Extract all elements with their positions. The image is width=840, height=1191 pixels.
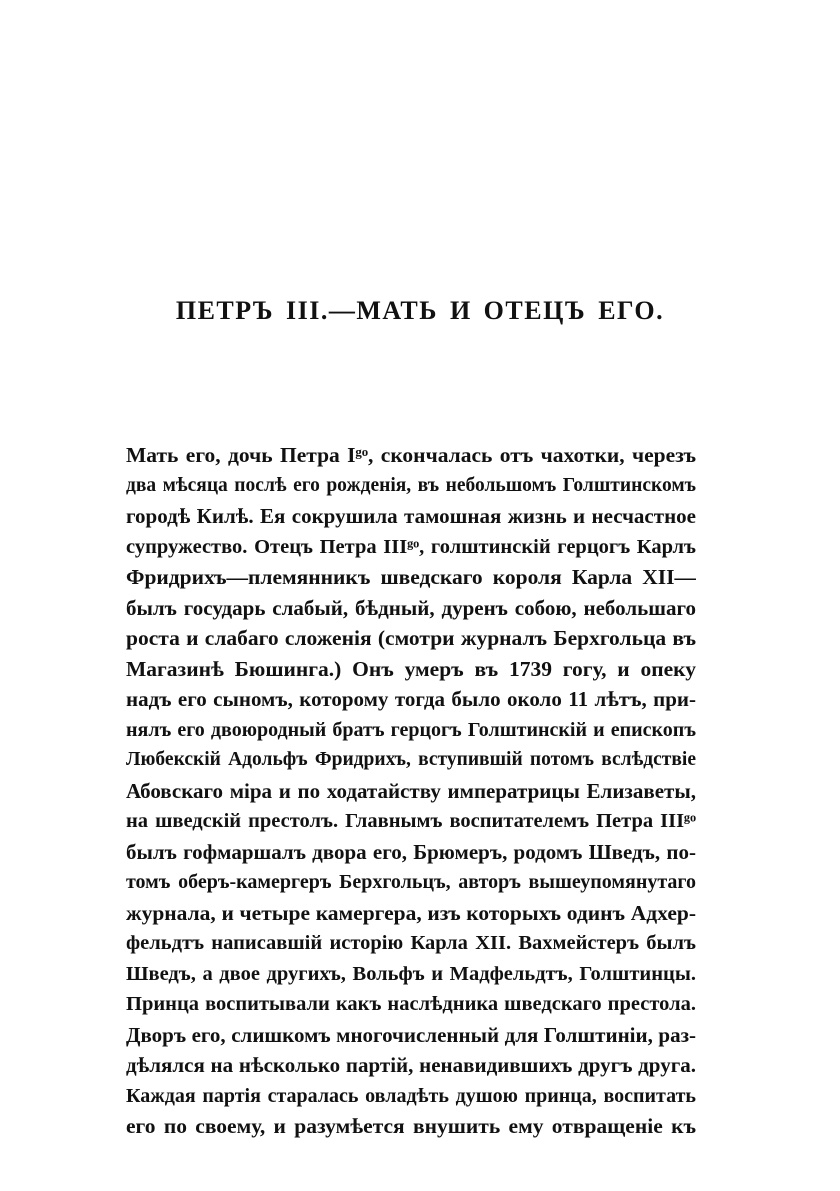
text-line: супружество. Отецъ Петра IIIᵍᵒ, голштинскій герцогъ Карлъ <box>126 535 696 558</box>
text-line: Принца воспитывали какъ наслѣдника шведскаго престола. <box>126 993 696 1015</box>
text-line: Дворъ его, слишкомъ многочисленный для Голштиніи, раз- <box>126 1022 696 1047</box>
text-line: Любекскій Адольфъ Фридрихъ, вступившій потомъ вслѣдствіе <box>126 749 696 770</box>
text-line: былъ государь слабый, бѣдный, дуренъ собою, небольшаго <box>126 595 696 620</box>
text-line: Шведъ, а двое другихъ, Вольфъ и Мадфельдтъ, Голштинцы. <box>126 962 696 985</box>
text-line: роста и слабаго сложенія (смотри журналъ Берхгольца въ <box>126 626 696 650</box>
text-line: городѣ Килѣ. Ея сокрушила тамошная жизнь и несчастное <box>126 504 696 528</box>
text-line: дѣлялся на нѣсколько партій, ненавидившихъ другъ друга. <box>126 1053 696 1077</box>
text-line: журнала, и четыре камергера, изъ которыхъ одинъ Адхер- <box>126 900 696 925</box>
body-paragraph <box>126 440 696 1142</box>
text-line: Магазинѣ Бюшинга.) Онъ умеръ въ 1739 гогу, и опеку <box>126 656 696 681</box>
text-line: томъ оберъ-камергеръ Берхгольцъ, авторъ вышеупомянутаго <box>126 871 696 893</box>
text-line: Каждая партія старалась овладѣть душою принца, воспитать <box>126 1084 696 1107</box>
text-line: два мѣсяца послѣ его рожденія, въ небольшомъ Голштинскомъ <box>126 474 696 496</box>
text-line: нялъ его двоюродный братъ герцогъ Голштинскій и епископъ <box>126 718 696 741</box>
text-line: Фридрихъ—племянникъ шведскаго короля Карла XII— <box>126 565 696 589</box>
text-line: Мать его, дочь Петра Iᵍᵒ, скончалась отъ чахотки, черезъ <box>126 443 696 467</box>
chapter-title: ПЕТРЪ III.—МАТЬ И ОТЕЦЪ ЕГО. <box>175 296 665 325</box>
text-line: на шведскій престолъ. Главнымъ воспитателемъ Петра IIIᵍᵒ <box>126 810 696 832</box>
text-line: былъ гофмаршалъ двора его, Брюмеръ, родомъ Шведъ, по- <box>126 839 696 864</box>
text-line: Абовскаго міра и по ходатайству императрицы Елизаветы, <box>126 778 696 803</box>
text-line: надъ его сыномъ, которому тогда было около 11 лѣтъ, при- <box>126 687 696 711</box>
text-line: фельдтъ написавшій исторію Карла XII. Вахмейстеръ былъ <box>126 932 696 954</box>
text-line: его по своему, и разумѣется внушить ему отвращеніе къ <box>126 1114 696 1138</box>
